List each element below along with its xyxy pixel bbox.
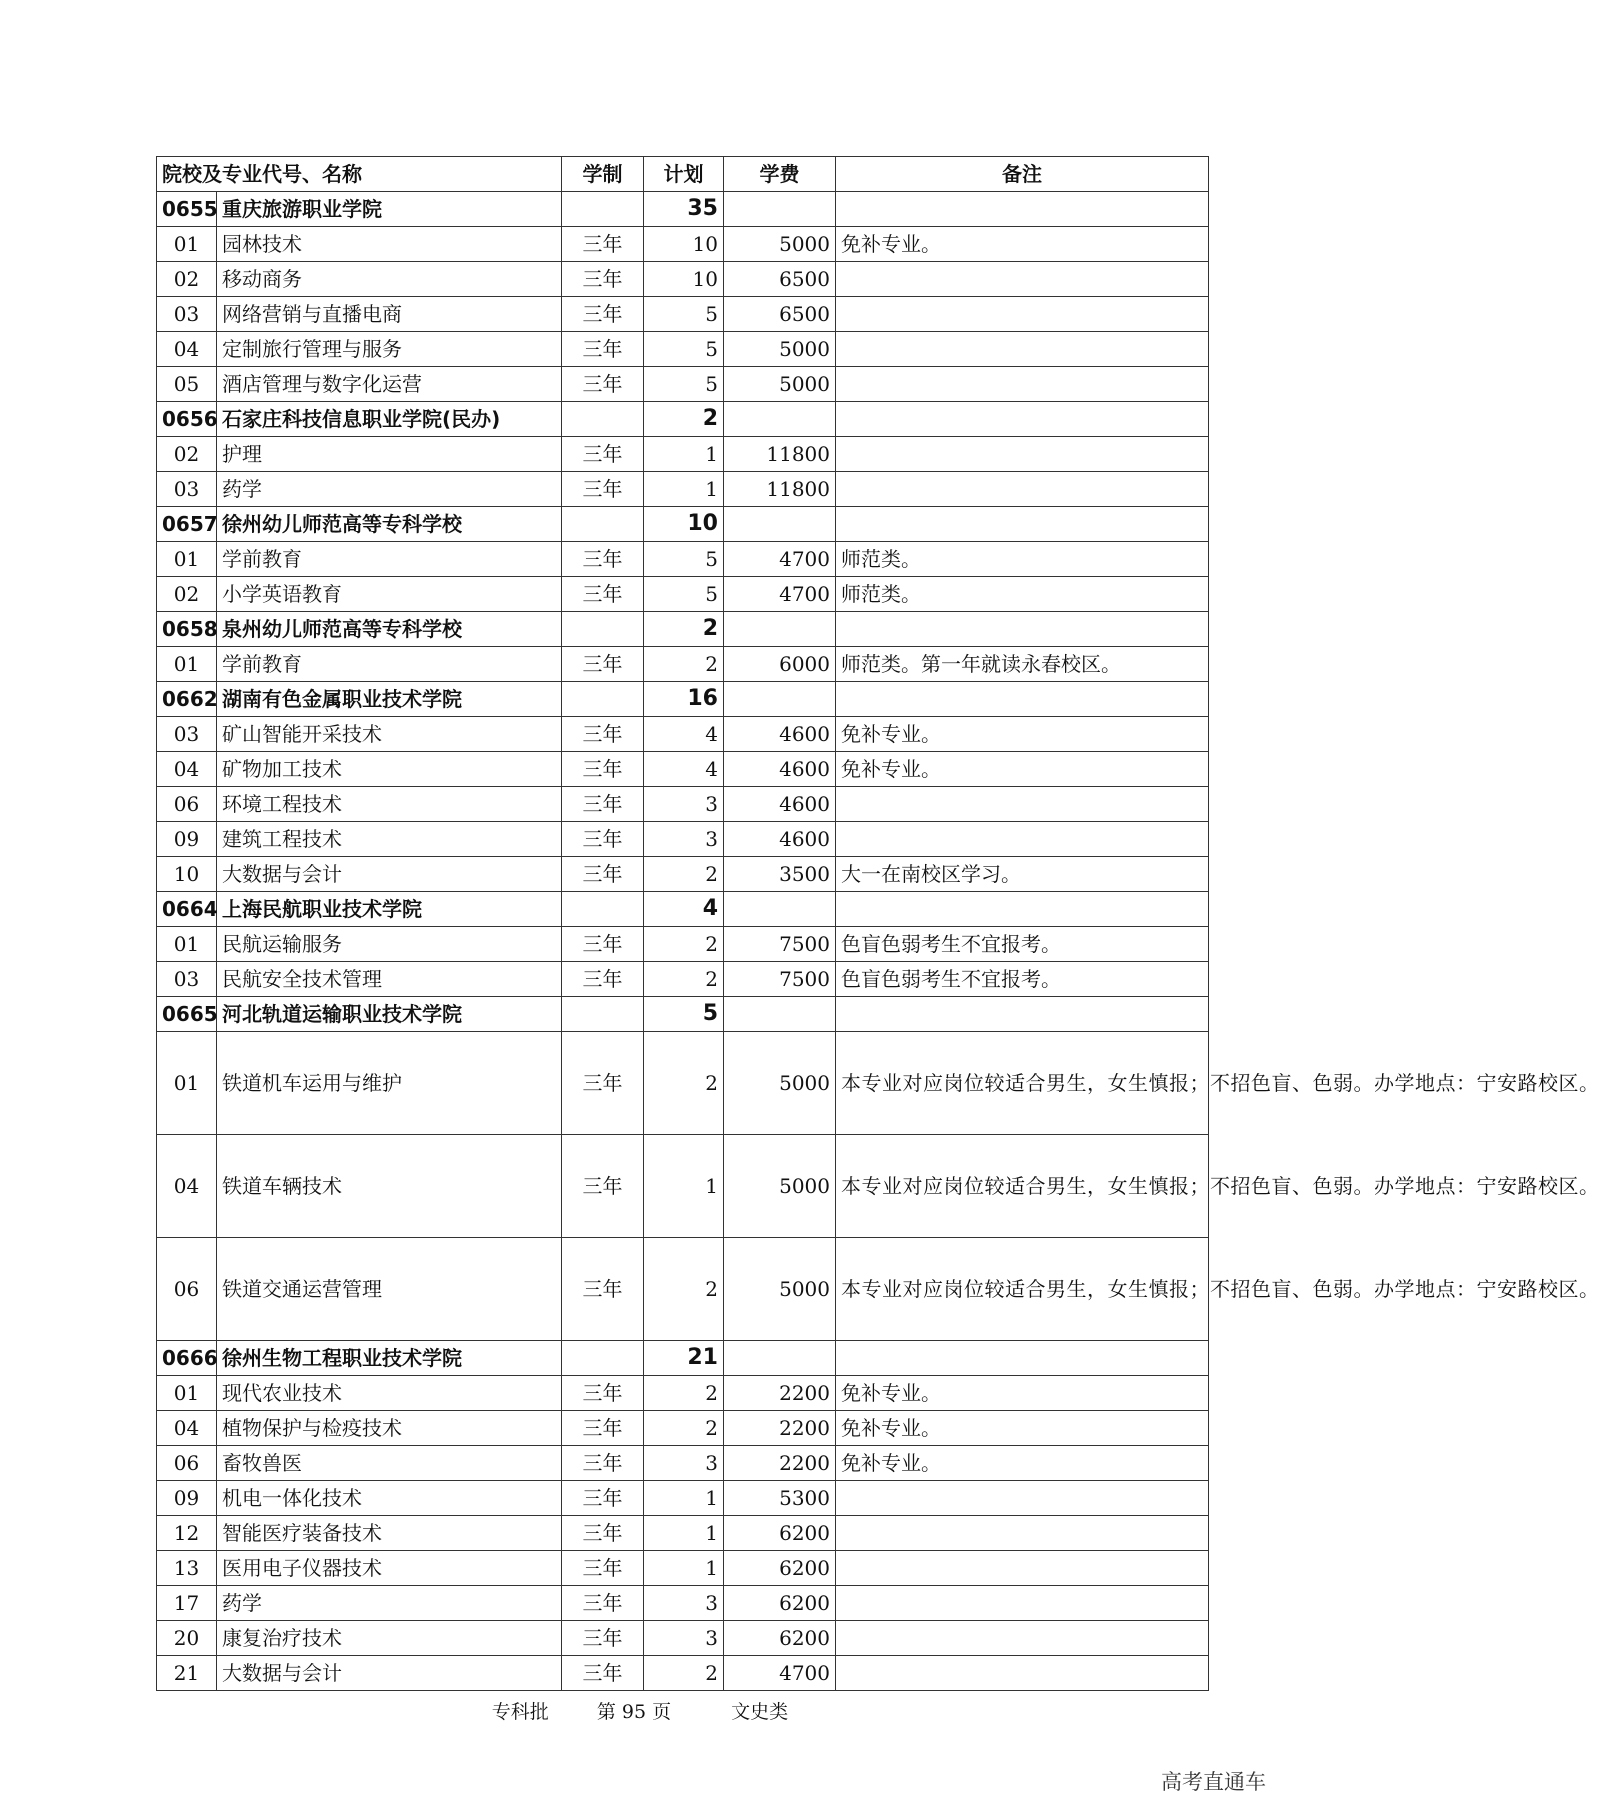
note-cell: 师范类。 xyxy=(836,577,1209,612)
fee-cell: 2200 xyxy=(724,1376,836,1411)
duration-cell: 三年 xyxy=(562,227,644,262)
duration-cell: 三年 xyxy=(562,822,644,857)
note-cell: 免补专业。 xyxy=(836,752,1209,787)
plan-cell: 16 xyxy=(644,682,724,717)
fee-cell xyxy=(724,192,836,227)
school-row xyxy=(157,1341,1209,1376)
note-cell xyxy=(836,297,1209,332)
note-cell: 免补专业。 xyxy=(836,1411,1209,1446)
name-cell: 湖南有色金属职业技术学院 xyxy=(217,682,562,717)
plan-cell: 2 xyxy=(644,1238,724,1341)
major-row xyxy=(157,962,1209,997)
code-cell: 04 xyxy=(157,1411,217,1446)
note-cell: 本专业对应岗位较适合男生，女生慎报；不招色盲、色弱。办学地点：宁安路校区。 xyxy=(836,1032,1209,1135)
code-cell: 0658 xyxy=(157,612,217,647)
plan-cell: 1 xyxy=(644,1551,724,1586)
name-cell: 学前教育 xyxy=(217,542,562,577)
major-row xyxy=(157,437,1209,472)
note-cell: 免补专业。 xyxy=(836,227,1209,262)
name-cell: 铁道交通运营管理 xyxy=(217,1238,562,1341)
watermark-text: 高考直通车 xyxy=(1161,1770,1266,1794)
note-cell xyxy=(836,787,1209,822)
plan-cell: 3 xyxy=(644,1446,724,1481)
note-cell xyxy=(836,997,1209,1032)
plan-cell: 5 xyxy=(644,542,724,577)
duration-cell: 三年 xyxy=(562,1551,644,1586)
code-cell: 01 xyxy=(157,647,217,682)
code-cell: 12 xyxy=(157,1516,217,1551)
fee-cell: 4600 xyxy=(724,787,836,822)
name-cell: 石家庄科技信息职业学院(民办) xyxy=(217,402,562,437)
major-row xyxy=(157,1621,1209,1656)
plan-cell: 3 xyxy=(644,787,724,822)
code-cell: 20 xyxy=(157,1621,217,1656)
fee-cell: 6200 xyxy=(724,1586,836,1621)
plan-cell: 3 xyxy=(644,822,724,857)
major-row xyxy=(157,1656,1209,1691)
fee-cell: 6200 xyxy=(724,1551,836,1586)
note-cell xyxy=(836,437,1209,472)
name-cell: 药学 xyxy=(217,1586,562,1621)
major-row xyxy=(157,1586,1209,1621)
code-cell: 21 xyxy=(157,1656,217,1691)
fee-cell xyxy=(724,1341,836,1376)
name-cell: 畜牧兽医 xyxy=(217,1446,562,1481)
major-row xyxy=(157,1446,1209,1481)
code-cell: 02 xyxy=(157,262,217,297)
school-row xyxy=(157,612,1209,647)
name-cell: 民航安全技术管理 xyxy=(217,962,562,997)
code-cell: 04 xyxy=(157,332,217,367)
name-cell: 徐州生物工程职业技术学院 xyxy=(217,1341,562,1376)
duration-cell xyxy=(562,1341,644,1376)
plan-cell: 5 xyxy=(644,297,724,332)
plan-cell: 10 xyxy=(644,227,724,262)
name-cell: 上海民航职业技术学院 xyxy=(217,892,562,927)
enrollment-plan-table xyxy=(156,156,1600,1691)
plan-cell: 2 xyxy=(644,1411,724,1446)
major-row xyxy=(157,1376,1209,1411)
duration-cell xyxy=(562,612,644,647)
major-row xyxy=(157,647,1209,682)
duration-cell: 三年 xyxy=(562,1446,644,1481)
fee-cell xyxy=(724,612,836,647)
name-cell: 酒店管理与数字化运营 xyxy=(217,367,562,402)
name-cell: 网络营销与直播电商 xyxy=(217,297,562,332)
duration-cell: 三年 xyxy=(562,647,644,682)
school-row xyxy=(157,192,1209,227)
fee-cell xyxy=(724,507,836,542)
header-school-major: 院校及专业代号、名称 xyxy=(157,157,562,192)
school-row xyxy=(157,682,1209,717)
code-cell: 04 xyxy=(157,1135,217,1238)
header-note: 备注 xyxy=(836,157,1209,192)
duration-cell: 三年 xyxy=(562,332,644,367)
table-body xyxy=(157,192,1600,1691)
fee-cell xyxy=(724,682,836,717)
name-cell: 矿山智能开采技术 xyxy=(217,717,562,752)
code-cell: 0664 xyxy=(157,892,217,927)
school-row xyxy=(157,997,1209,1032)
code-cell: 09 xyxy=(157,822,217,857)
duration-cell: 三年 xyxy=(562,437,644,472)
note-cell: 本专业对应岗位较适合男生，女生慎报；不招色盲、色弱。办学地点：宁安路校区。 xyxy=(836,1135,1209,1238)
note-cell xyxy=(836,892,1209,927)
name-cell: 徐州幼儿师范高等专科学校 xyxy=(217,507,562,542)
note-cell xyxy=(836,367,1209,402)
fee-cell: 5000 xyxy=(724,227,836,262)
page-footer xyxy=(0,1697,1280,1724)
fee-cell: 4700 xyxy=(724,1656,836,1691)
duration-cell: 三年 xyxy=(562,857,644,892)
name-cell: 医用电子仪器技术 xyxy=(217,1551,562,1586)
code-cell: 0662 xyxy=(157,682,217,717)
plan-cell: 1 xyxy=(644,437,724,472)
code-cell: 01 xyxy=(157,542,217,577)
name-cell: 大数据与会计 xyxy=(217,1656,562,1691)
major-row xyxy=(157,1516,1209,1551)
major-row xyxy=(157,787,1209,822)
name-cell: 学前教育 xyxy=(217,647,562,682)
duration-cell xyxy=(562,507,644,542)
duration-cell: 三年 xyxy=(562,717,644,752)
duration-cell xyxy=(562,997,644,1032)
plan-cell: 2 xyxy=(644,402,724,437)
fee-cell: 5000 xyxy=(724,1238,836,1341)
school-row xyxy=(157,892,1209,927)
code-cell: 17 xyxy=(157,1586,217,1621)
footer-batch: 专科批 xyxy=(491,1701,549,1723)
fee-cell: 5000 xyxy=(724,1032,836,1135)
plan-cell: 2 xyxy=(644,612,724,647)
name-cell: 康复治疗技术 xyxy=(217,1621,562,1656)
note-cell: 本专业对应岗位较适合男生，女生慎报；不招色盲、色弱。办学地点：宁安路校区。 xyxy=(836,1238,1209,1341)
duration-cell: 三年 xyxy=(562,927,644,962)
name-cell: 矿物加工技术 xyxy=(217,752,562,787)
fee-cell: 2200 xyxy=(724,1411,836,1446)
table-header-row xyxy=(157,157,1209,192)
code-cell: 06 xyxy=(157,1446,217,1481)
plan-cell: 4 xyxy=(644,717,724,752)
note-cell xyxy=(836,1551,1209,1586)
note-cell xyxy=(836,1341,1209,1376)
fee-cell: 6200 xyxy=(724,1516,836,1551)
duration-cell: 三年 xyxy=(562,297,644,332)
duration-cell: 三年 xyxy=(562,1032,644,1135)
major-row xyxy=(157,297,1209,332)
fee-cell xyxy=(724,997,836,1032)
code-cell: 0655 xyxy=(157,192,217,227)
name-cell: 现代农业技术 xyxy=(217,1376,562,1411)
duration-cell: 三年 xyxy=(562,1621,644,1656)
fee-cell: 5000 xyxy=(724,332,836,367)
name-cell: 重庆旅游职业学院 xyxy=(217,192,562,227)
name-cell: 护理 xyxy=(217,437,562,472)
note-cell xyxy=(836,402,1209,437)
code-cell: 03 xyxy=(157,472,217,507)
note-cell: 师范类。 xyxy=(836,542,1209,577)
code-cell: 09 xyxy=(157,1481,217,1516)
code-cell: 02 xyxy=(157,437,217,472)
plan-cell: 1 xyxy=(644,1135,724,1238)
code-cell: 01 xyxy=(157,1376,217,1411)
duration-cell: 三年 xyxy=(562,542,644,577)
name-cell: 药学 xyxy=(217,472,562,507)
major-row xyxy=(157,1032,1209,1135)
plan-cell: 2 xyxy=(644,1032,724,1135)
major-row xyxy=(157,472,1209,507)
plan-cell: 2 xyxy=(644,927,724,962)
note-cell: 师范类。第一年就读永春校区。 xyxy=(836,647,1209,682)
note-cell xyxy=(836,682,1209,717)
code-cell: 04 xyxy=(157,752,217,787)
fee-cell: 4600 xyxy=(724,717,836,752)
name-cell: 环境工程技术 xyxy=(217,787,562,822)
duration-cell xyxy=(562,192,644,227)
plan-cell: 2 xyxy=(644,1376,724,1411)
note-cell xyxy=(836,332,1209,367)
major-row xyxy=(157,227,1209,262)
code-cell: 03 xyxy=(157,962,217,997)
fee-cell xyxy=(724,892,836,927)
duration-cell: 三年 xyxy=(562,787,644,822)
fee-cell: 5000 xyxy=(724,367,836,402)
plan-cell: 5 xyxy=(644,997,724,1032)
major-row xyxy=(157,332,1209,367)
code-cell: 0657 xyxy=(157,507,217,542)
name-cell: 定制旅行管理与服务 xyxy=(217,332,562,367)
fee-cell: 2200 xyxy=(724,1446,836,1481)
duration-cell: 三年 xyxy=(562,1516,644,1551)
code-cell: 0666 xyxy=(157,1341,217,1376)
note-cell xyxy=(836,612,1209,647)
major-row xyxy=(157,1481,1209,1516)
plan-cell: 5 xyxy=(644,367,724,402)
note-cell xyxy=(836,822,1209,857)
duration-cell: 三年 xyxy=(562,1586,644,1621)
header-plan: 计划 xyxy=(644,157,724,192)
note-cell xyxy=(836,192,1209,227)
code-cell: 03 xyxy=(157,717,217,752)
fee-cell: 5000 xyxy=(724,1135,836,1238)
fee-cell: 4700 xyxy=(724,542,836,577)
duration-cell: 三年 xyxy=(562,367,644,402)
fee-cell: 5300 xyxy=(724,1481,836,1516)
code-cell: 06 xyxy=(157,1238,217,1341)
name-cell: 小学英语教育 xyxy=(217,577,562,612)
note-cell: 免补专业。 xyxy=(836,1446,1209,1481)
plan-cell: 2 xyxy=(644,1656,724,1691)
duration-cell xyxy=(562,682,644,717)
note-cell xyxy=(836,1586,1209,1621)
duration-cell: 三年 xyxy=(562,962,644,997)
fee-cell: 4700 xyxy=(724,577,836,612)
major-row xyxy=(157,1411,1209,1446)
footer-page-number: 第 95 页 xyxy=(596,1701,672,1723)
header-duration: 学制 xyxy=(562,157,644,192)
code-cell: 13 xyxy=(157,1551,217,1586)
name-cell: 民航运输服务 xyxy=(217,927,562,962)
code-cell: 10 xyxy=(157,857,217,892)
plan-cell: 21 xyxy=(644,1341,724,1376)
major-row xyxy=(157,717,1209,752)
note-cell: 色盲色弱考生不宜报考。 xyxy=(836,927,1209,962)
fee-cell: 6000 xyxy=(724,647,836,682)
name-cell: 智能医疗装备技术 xyxy=(217,1516,562,1551)
major-row xyxy=(157,1135,1209,1238)
plan-cell: 5 xyxy=(644,332,724,367)
note-cell xyxy=(836,262,1209,297)
plan-cell: 1 xyxy=(644,1481,724,1516)
code-cell: 03 xyxy=(157,297,217,332)
duration-cell: 三年 xyxy=(562,472,644,507)
major-row xyxy=(157,542,1209,577)
plan-cell: 3 xyxy=(644,1621,724,1656)
name-cell: 移动商务 xyxy=(217,262,562,297)
fee-cell: 3500 xyxy=(724,857,836,892)
major-row xyxy=(157,1238,1209,1341)
code-cell: 05 xyxy=(157,367,217,402)
duration-cell: 三年 xyxy=(562,1376,644,1411)
name-cell: 大数据与会计 xyxy=(217,857,562,892)
name-cell: 泉州幼儿师范高等专科学校 xyxy=(217,612,562,647)
name-cell: 植物保护与检疫技术 xyxy=(217,1411,562,1446)
plan-cell: 1 xyxy=(644,472,724,507)
duration-cell xyxy=(562,892,644,927)
code-cell: 0665 xyxy=(157,997,217,1032)
major-row xyxy=(157,367,1209,402)
plan-cell: 2 xyxy=(644,962,724,997)
code-cell: 01 xyxy=(157,927,217,962)
note-cell: 色盲色弱考生不宜报考。 xyxy=(836,962,1209,997)
name-cell: 建筑工程技术 xyxy=(217,822,562,857)
note-cell: 大一在南校区学习。 xyxy=(836,857,1209,892)
name-cell: 河北轨道运输职业技术学院 xyxy=(217,997,562,1032)
duration-cell: 三年 xyxy=(562,1656,644,1691)
fee-cell: 6500 xyxy=(724,262,836,297)
major-row xyxy=(157,857,1209,892)
duration-cell: 三年 xyxy=(562,262,644,297)
code-cell: 02 xyxy=(157,577,217,612)
note-cell xyxy=(836,472,1209,507)
plan-cell: 35 xyxy=(644,192,724,227)
note-cell xyxy=(836,507,1209,542)
fee-cell: 6500 xyxy=(724,297,836,332)
fee-cell: 7500 xyxy=(724,962,836,997)
plan-cell: 3 xyxy=(644,1586,724,1621)
plan-cell: 5 xyxy=(644,577,724,612)
school-row xyxy=(157,507,1209,542)
note-cell xyxy=(836,1656,1209,1691)
plan-cell: 1 xyxy=(644,1516,724,1551)
duration-cell xyxy=(562,402,644,437)
plan-cell: 2 xyxy=(644,857,724,892)
duration-cell: 三年 xyxy=(562,577,644,612)
code-cell: 06 xyxy=(157,787,217,822)
major-row xyxy=(157,262,1209,297)
note-cell xyxy=(836,1516,1209,1551)
fee-cell: 11800 xyxy=(724,472,836,507)
name-cell: 园林技术 xyxy=(217,227,562,262)
note-cell: 免补专业。 xyxy=(836,717,1209,752)
fee-cell: 4600 xyxy=(724,822,836,857)
header-fee: 学费 xyxy=(724,157,836,192)
plan-cell: 10 xyxy=(644,507,724,542)
fee-cell: 11800 xyxy=(724,437,836,472)
plan-cell: 10 xyxy=(644,262,724,297)
name-cell: 铁道车辆技术 xyxy=(217,1135,562,1238)
note-cell xyxy=(836,1621,1209,1656)
name-cell: 铁道机车运用与维护 xyxy=(217,1032,562,1135)
note-cell xyxy=(836,1481,1209,1516)
fee-cell xyxy=(724,402,836,437)
school-row xyxy=(157,402,1209,437)
code-cell: 0656 xyxy=(157,402,217,437)
duration-cell: 三年 xyxy=(562,752,644,787)
note-cell: 免补专业。 xyxy=(836,1376,1209,1411)
duration-cell: 三年 xyxy=(562,1481,644,1516)
name-cell: 机电一体化技术 xyxy=(217,1481,562,1516)
major-row xyxy=(157,927,1209,962)
plan-cell: 2 xyxy=(644,647,724,682)
code-cell: 01 xyxy=(157,227,217,262)
major-row xyxy=(157,577,1209,612)
plan-cell: 4 xyxy=(644,752,724,787)
plan-cell: 4 xyxy=(644,892,724,927)
footer-category: 文史类 xyxy=(731,1701,789,1723)
major-row xyxy=(157,752,1209,787)
duration-cell: 三年 xyxy=(562,1135,644,1238)
duration-cell: 三年 xyxy=(562,1411,644,1446)
fee-cell: 6200 xyxy=(724,1621,836,1656)
major-row xyxy=(157,822,1209,857)
code-cell: 01 xyxy=(157,1032,217,1135)
major-row xyxy=(157,1551,1209,1586)
fee-cell: 4600 xyxy=(724,752,836,787)
duration-cell: 三年 xyxy=(562,1238,644,1341)
fee-cell: 7500 xyxy=(724,927,836,962)
